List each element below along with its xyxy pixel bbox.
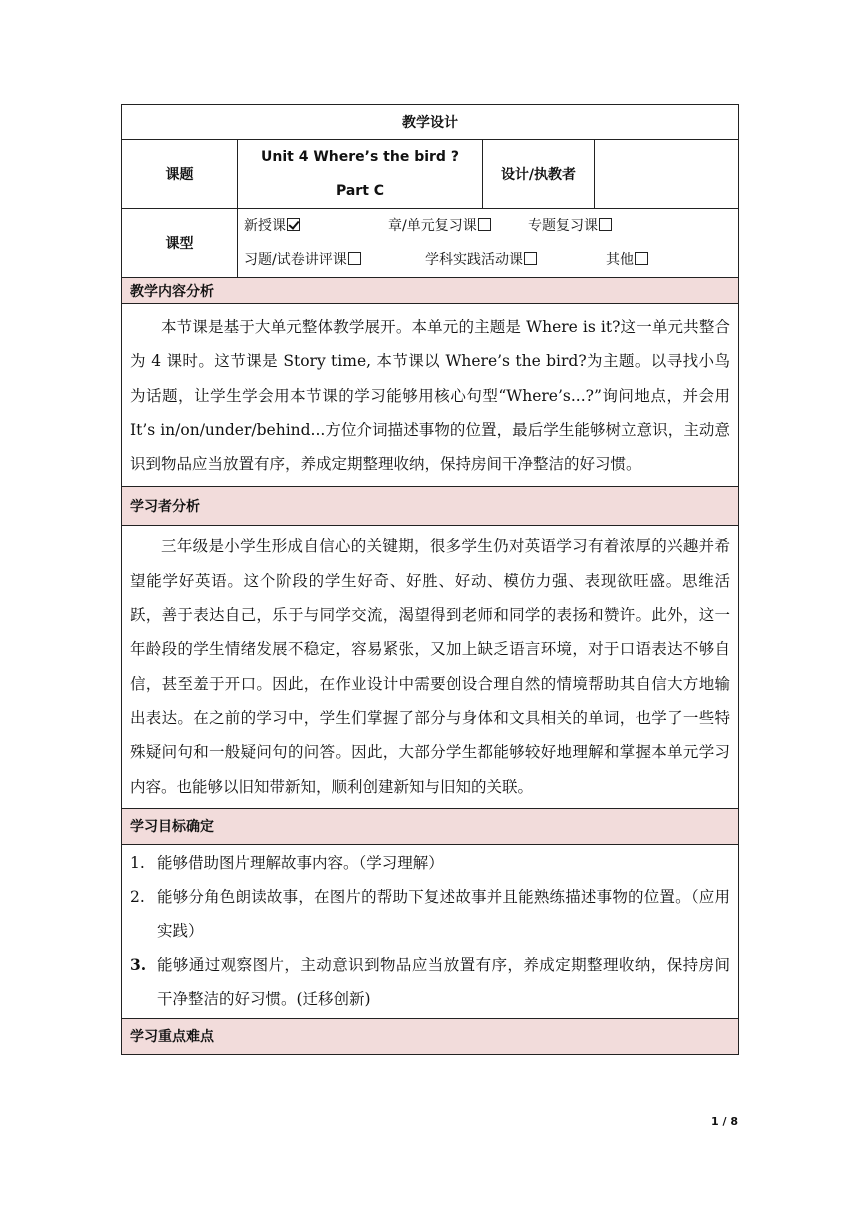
option-unit-review[interactable]: 章/单元复习课 [388, 209, 528, 243]
option-other[interactable]: 其他 [606, 243, 648, 277]
topic-unit-line: Unit 4 Where’s the bird ? [261, 149, 459, 165]
content-analysis-text: 本节课是基于大单元整体教学展开。本单元的主题是 Where is it?这一单元共整合为 4 课时。这节课是 Story time, 本节课以 Where’s the bird?为主题。以寻找小鸟为话题，让学生学会用本节课的学习能够用核心句型“Where’s...?”询问地点，并会用 It’s in/on/under/behind...方位介词描述事物的位置，最后学生能够树立意识，主动意识到物品应当放置有序，养成定期整理收纳，保持房间干净整洁的好习惯。 [130, 318, 730, 474]
lesson-type-row [122, 209, 739, 278]
lesson-type-row-1 [238, 209, 738, 243]
list-item: 2. 能够分角色朗读故事，在图片的帮助下复述故事并且能熟练描述事物的位置。（应用实践） [130, 887, 730, 940]
content-analysis-cell [122, 304, 739, 487]
learner-analysis-row [122, 526, 739, 808]
checkbox-icon[interactable] [599, 218, 612, 231]
topic-row [122, 140, 739, 209]
lesson-plan-table [121, 104, 739, 1055]
objectives-heading: 学习目标确定 [122, 808, 739, 844]
objectives-heading-row [122, 808, 739, 844]
content-analysis-heading-row [122, 278, 739, 304]
lesson-type-label: 课型 [122, 209, 238, 278]
learner-analysis-cell [122, 526, 739, 808]
key-points-heading: 学习重点难点 [122, 1018, 739, 1054]
lesson-type-row-2 [238, 243, 738, 277]
option-practice-activity[interactable]: 学科实践活动课 [425, 243, 606, 277]
lesson-type-options [238, 209, 739, 278]
checked-box-icon[interactable] [287, 218, 300, 231]
objectives-cell [122, 844, 739, 1018]
key-points-heading-row [122, 1018, 739, 1054]
objectives-list [122, 846, 738, 1016]
content-analysis-heading: 教学内容分析 [122, 278, 739, 304]
page-number: 1 / 8 [711, 1115, 738, 1128]
option-new-lesson[interactable]: 新授课 [244, 209, 388, 243]
designer-label: 设计/执教者 [483, 140, 595, 209]
learner-analysis-heading-row [122, 487, 739, 526]
option-topic-review[interactable]: 专题复习课 [528, 209, 612, 243]
list-item: 1. 能够借助图片理解故事内容。（学习理解） [130, 853, 444, 872]
checkbox-icon[interactable] [478, 218, 491, 231]
checkbox-icon[interactable] [524, 252, 537, 265]
learner-analysis-heading: 学习者分析 [122, 487, 739, 526]
checkbox-icon[interactable] [348, 252, 361, 265]
table-title: 教学设计 [122, 105, 739, 140]
title-row [122, 105, 739, 140]
content-analysis-row [122, 304, 739, 487]
topic-part-line: Part C [335, 183, 385, 199]
objectives-row [122, 844, 739, 1018]
topic-value [238, 140, 483, 209]
learner-analysis-text: 三年级是小学生形成自信心的关键期，很多学生仍对英语学习有着浓厚的兴趣并希望能学好英语。这个阶段的学生好奇、好胜、好动、模仿力强、表现欲旺盛。思维活跃，善于表达自己，乐于与同学交流，渴望得到老师和同学的表扬和赞许。此外，这一年龄段的学生情绪发展不稳定，容易紧张，又加上缺乏语言环境，对于口语表达不够自信，甚至羞于开口。因此，在作业设计中需要创设合理自然的情境帮助其自信大方地输出表达。在之前的学习中，学生们掌握了部分与身体和文具相关的单词，也学了一些特殊疑问句和一般疑问句的问答。因此，大部分学生都能够较好地理解和掌握本单元学习内容。也能够以旧知带新知，顺利创建新知与旧知的关联。 [130, 537, 730, 796]
option-exercise-review[interactable]: 习题/试卷讲评课 [244, 243, 425, 277]
designer-value[interactable] [595, 140, 739, 209]
topic-label: 课题 [122, 140, 238, 209]
list-item: 3. 能够通过观察图片，主动意识到物品应当放置有序，养成定期整理收纳，保持房间干净整洁的好习惯。(迁移创新) [130, 954, 730, 1008]
checkbox-icon[interactable] [635, 252, 648, 265]
